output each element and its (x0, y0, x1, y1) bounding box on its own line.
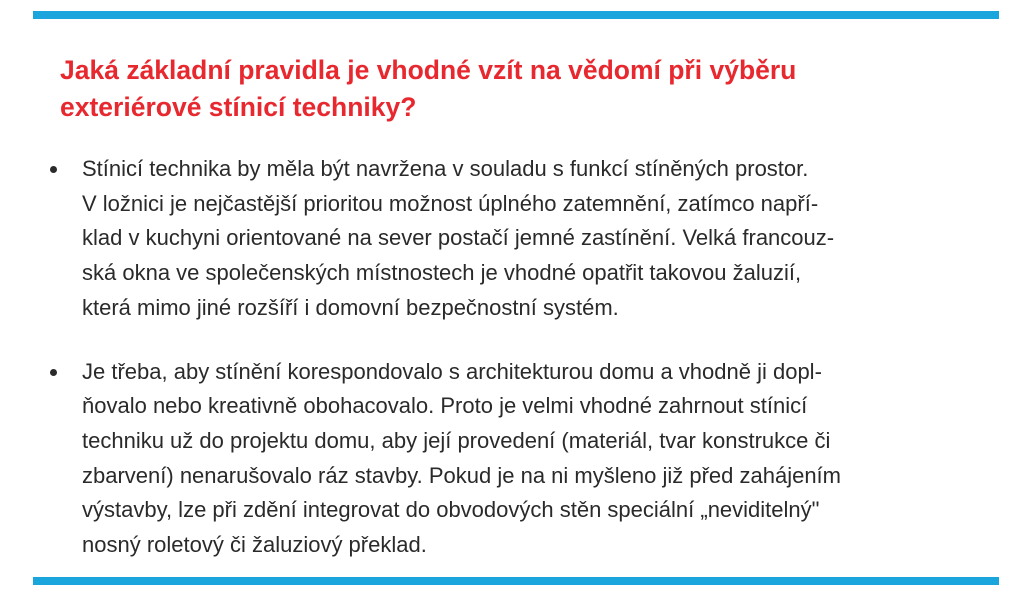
bullet-item-2 (0, 355, 1024, 563)
paragraph-line: Stínicí technika by měla být navržena v souladu s funkcí stíněných prostor. (82, 156, 809, 181)
paragraph-line: nosný roletový či žaluziový překlad. (82, 532, 427, 558)
paragraph-line: která mimo jiné rozšíří i domovní bezpečnostní systém. (82, 294, 619, 320)
paragraph-line: zbarvení) nenarušovalo ráz stavby. Pokud je na ni myšleno již před zahájením (82, 462, 841, 488)
heading-line: Jaká základní pravidla je vhodné vzít na vědomí při výběru (60, 55, 797, 85)
paragraph-line: techniku už do projektu domu, aby její provedení (materiál, tvar konstrukce či (82, 427, 831, 453)
section-heading (60, 52, 960, 126)
bullet-dot-icon (50, 166, 57, 173)
bottom-divider-rule (33, 577, 999, 585)
bullet-item-1 (0, 152, 1024, 326)
paragraph-line: Je třeba, aby stínění korespondovalo s architekturou domu a vhodně ji dopl- (82, 358, 822, 384)
paragraph-line: klad v kuchyni orientované na sever postačí jemné zastínění. Velká francouz- (82, 225, 835, 251)
paragraph-line: V ložnici je nejčastější prioritou možnost úplného zatemnění, zatímco napří- (82, 190, 819, 216)
bullet-dot-icon (50, 369, 57, 376)
bullet-list (0, 152, 1024, 563)
paragraph-line: ská okna ve společenských místnostech je vhodné opatřit takovou žaluzií, (82, 260, 802, 286)
paragraph-line: výstavby, lze při zdění integrovat do obvodových stěn speciální „neviditelný" (82, 497, 820, 523)
top-divider-rule (33, 11, 999, 19)
paragraph-line: ňovalo nebo kreativně obohacovalo. Proto je velmi vhodné zahrnout stínicí (82, 393, 808, 419)
heading-line: exteriérové stínicí techniky? (60, 92, 417, 122)
